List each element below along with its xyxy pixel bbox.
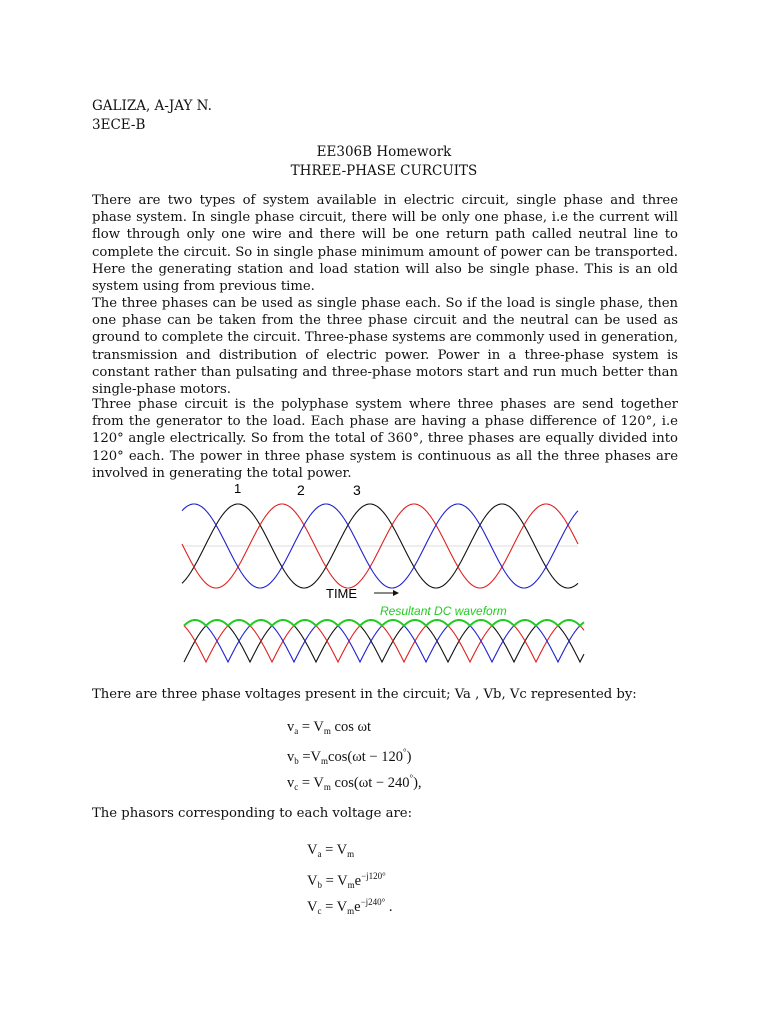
eq-vb-tail: cos(ωt − 120: [328, 749, 403, 765]
eq-Va-rhs: = V: [325, 842, 348, 858]
eq-vb-lhs-sub: b: [294, 756, 299, 766]
eq-vc-tail: cos(ωt − 240: [330, 775, 410, 791]
eq-Vc-exp-base: e: [354, 899, 361, 915]
eq-Vc-rhs-sub: m: [347, 906, 355, 916]
class-section: 3ECE-B: [92, 117, 146, 133]
document-subtitle: THREE-PHASE CURCUITS: [290, 163, 478, 179]
eq-va-lhs: v: [287, 719, 295, 735]
eq-va-lhs-sub: a: [294, 726, 299, 736]
phase-waveforms: [182, 504, 578, 588]
eq-vb-rhs: =V: [302, 749, 322, 765]
author-name: GALIZA, A-JAY N.: [92, 98, 212, 114]
eq-vc-rhs: = V: [301, 775, 324, 791]
equation-vb: [287, 743, 411, 770]
phase-2-rectified-wave: [184, 620, 584, 662]
eq-va-tail: cos ωt: [330, 719, 372, 735]
eq-va-rhs: = V: [301, 719, 324, 735]
eq-Vc-lhs-sub: c: [317, 906, 322, 916]
equation-Va-phasor: [307, 841, 354, 863]
eq-vb-deg: °: [402, 747, 407, 757]
paragraph-three-phase-uses: The three phases can be used as single phase each. So if the load is single phase, then one phase can be taken from the three phase circuit and the neutral can be used as ground to complete the circuit. Three-phase systems are commonly used in generation, transmission and distribution of electric power. Power in a three-phase system is constant rather than pulsating and three-phase motors start and run much better than single-phase motors.: [92, 296, 678, 398]
phase-1-label: 1: [234, 481, 242, 496]
eq-vc-lhs: v: [287, 775, 295, 791]
eq-Vb-rhs: = V: [325, 873, 348, 889]
eq-Vc-exponent: −j240°: [360, 897, 386, 907]
eq-Va-lhs: V: [307, 842, 318, 858]
eq-Vb-rhs-sub: m: [347, 880, 355, 890]
resultant-dc-envelope: [184, 620, 584, 626]
phase-1-rectified-wave: [184, 620, 584, 662]
equation-Vc-phasor: [307, 893, 393, 920]
eq-Vc-rhs: = V: [325, 899, 348, 915]
eq-vc-lhs-sub: c: [294, 782, 299, 792]
phase-3-label: 3: [353, 482, 361, 498]
three-phase-waveform-figure: [180, 478, 590, 666]
eq-Va-rhs-sub: m: [347, 849, 355, 859]
paragraph-single-vs-three-phase: There are two types of system available in electric circuit, single phase and three phase system. In single phase circuit, there will be only one phase, i.e the current will flow through only one wire and there will be one return path called neutral line to complete the circuit. So in single phase minimum amount of power can be transported. Here the generating station and load station will also be single phase. This is an old system using from previous time.: [92, 193, 678, 295]
eq-Vb-exponent: −j120°: [361, 871, 386, 881]
resultant-dc-label: Resultant DC waveform: [380, 604, 507, 618]
phase-voltages-intro: There are three phase voltages present in the circuit; Va , Vb, Vc represented by:: [92, 687, 637, 702]
phasors-intro: The phasors corresponding to each voltage are:: [92, 806, 413, 821]
equation-Vb-phasor: [307, 867, 386, 894]
paragraph-phasors: [92, 805, 678, 822]
eq-vb-end: ): [406, 749, 412, 765]
paragraph-phase-voltages: [92, 686, 678, 703]
equation-vc: [287, 769, 422, 796]
time-arrow: [374, 590, 399, 596]
time-axis-label: TIME: [326, 586, 358, 601]
equation-va: [287, 718, 371, 740]
eq-vc-deg: °: [409, 773, 414, 783]
eq-vc-end: ),: [413, 775, 422, 791]
eq-Vb-exp-base: e: [354, 873, 362, 889]
phase-2-label: 2: [297, 482, 305, 498]
eq-Va-lhs-sub: a: [317, 849, 322, 859]
eq-vc-rhs-sub: m: [323, 782, 331, 792]
eq-Vc-end: .: [385, 899, 393, 915]
rectified-waveforms: [184, 620, 584, 662]
eq-va-rhs-sub: m: [323, 726, 331, 736]
phase-3-rectified-wave: [184, 620, 584, 662]
eq-Vb-lhs: V: [307, 873, 318, 889]
eq-Vb-lhs-sub: b: [317, 880, 322, 890]
paragraph-polyphase-system: Three phase circuit is the polyphase system where three phases are send together from the generator to the load. Each phase are having a phase difference of 120°, i.e 120° angle electrically. So from the total of 360°, three phases are equally divided into 120° each. The power in three phase system is continuous as all the three phases are involved in generating the total power.: [92, 397, 678, 481]
eq-vb-lhs: v: [287, 749, 295, 765]
homework-title: EE306B Homework: [316, 144, 452, 160]
eq-vb-rhs-sub: m: [321, 756, 329, 766]
eq-Vc-lhs: V: [307, 899, 318, 915]
